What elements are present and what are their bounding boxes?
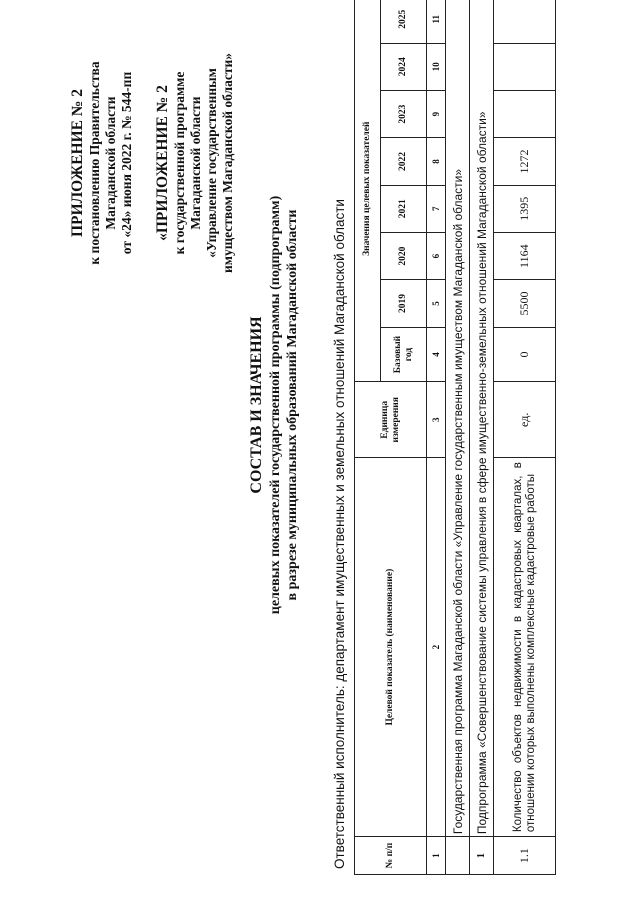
header-year: 2021 — [381, 185, 427, 232]
appendix-title: ПРИЛОЖЕНИЕ № 2 — [69, 89, 86, 237]
column-number: 10 — [427, 43, 446, 90]
row-base-value: 0 — [494, 327, 556, 382]
row-value — [494, 43, 556, 90]
appendix-title-2: «ПРИЛОЖЕНИЕ № 2 — [154, 85, 171, 241]
header-indicator: Целевой показатель (наименование) — [355, 458, 427, 837]
row-value — [494, 0, 556, 43]
row-value — [494, 90, 556, 137]
row-value: 1164 — [494, 232, 556, 279]
row-unit: ед. — [494, 382, 556, 458]
row-indicator: Количество объектов недвижимости в кадастровых кварталах, в отношении которых выполнены комплексные кадастровые работы — [494, 458, 556, 837]
appendix-line-6: «Управление государственным — [204, 68, 219, 258]
document-title-main: СОСТАВ И ЗНАЧЕНИЯ — [248, 316, 265, 494]
subprogram-row — [470, 0, 494, 875]
appendix-line-7: имуществом Магаданской области» — [220, 52, 235, 274]
header-year: 2022 — [381, 138, 427, 185]
program-row — [446, 0, 470, 875]
subprogram-name: Подпрограмма «Совершенствование системы управления в сфере имущественно-земельных отношений Магаданской области» — [470, 0, 494, 837]
document-title-sub-1: целевых показателей государственной программы (подпрограмм) — [268, 195, 283, 615]
column-number: 4 — [427, 327, 446, 382]
column-number: 8 — [427, 138, 446, 185]
column-number: 2 — [427, 458, 446, 837]
row-value: 1395 — [494, 185, 556, 232]
header-unit: Единица измерения — [355, 382, 427, 458]
row-num: 1.1 — [494, 837, 556, 875]
column-number: 6 — [427, 232, 446, 279]
table-row — [494, 0, 556, 875]
column-number: 11 — [427, 0, 446, 43]
header-year: 2020 — [381, 232, 427, 279]
header-year: 2024 — [381, 43, 427, 90]
column-number: 1 — [427, 837, 446, 875]
header-year: 2019 — [381, 280, 427, 327]
responsible-executor: Ответственный исполнитель: департамент имущественных и земельных отношений Магаданской области — [332, 199, 347, 869]
appendix-line-1: к постановлению Правительства — [87, 61, 102, 265]
document-title — [248, 145, 301, 665]
document-title-sub-2: в разрезе муниципальных образований Магаданской области — [285, 209, 300, 601]
appendix-line-5: Магаданской области — [188, 96, 203, 230]
header-num: № п/п — [355, 837, 427, 875]
header-year: 2023 — [381, 90, 427, 137]
appendix-header — [70, 13, 236, 313]
indicators-table — [354, 0, 556, 875]
row-value: 5500 — [494, 280, 556, 327]
column-number: 5 — [427, 280, 446, 327]
column-number: 7 — [427, 185, 446, 232]
column-number: 9 — [427, 90, 446, 137]
header-values-group: Значения целевых показателей — [355, 0, 381, 382]
table-header-row-1 — [355, 0, 381, 875]
subprogram-num: 1 — [470, 837, 494, 875]
program-name: Государственная программа Магаданской области «Управление государственным имуществом Магаданской области» — [446, 0, 470, 837]
header-base-year: Базовый год — [381, 327, 427, 382]
header-year: 2025 — [381, 0, 427, 43]
appendix-line-4: к государственной программе — [172, 71, 187, 255]
column-numbers-row — [427, 0, 446, 875]
appendix-line-2: Магаданской области — [103, 96, 118, 230]
column-number: 3 — [427, 382, 446, 458]
appendix-line-3: от «24» июня 2022 г. № 544-пп — [119, 71, 134, 255]
row-value: 1272 — [494, 138, 556, 185]
